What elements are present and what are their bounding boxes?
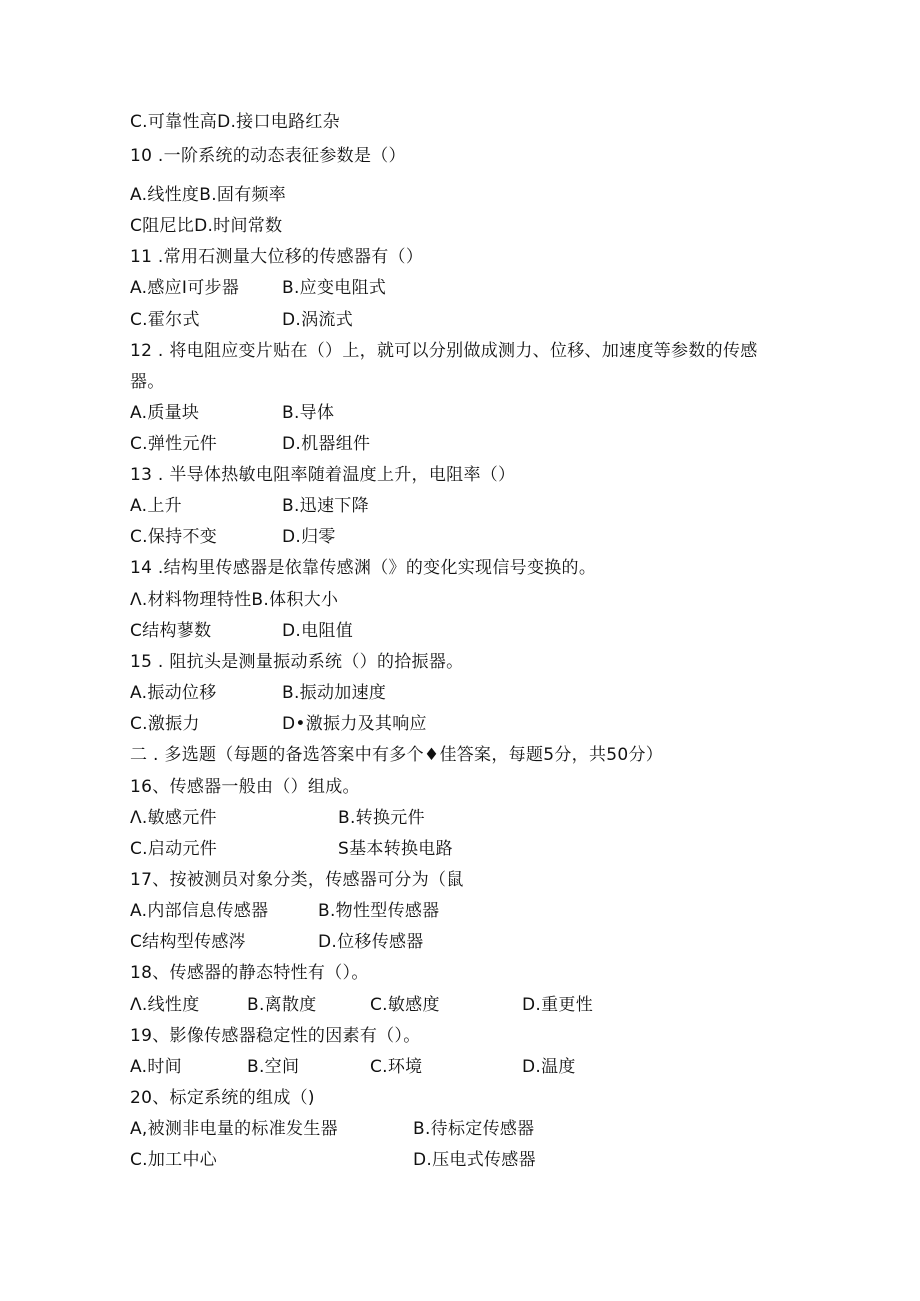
question-17: 17、按被测员对象分类，传感器可分为（鼠 (130, 870, 464, 890)
q13-option-d: D.归零 (282, 527, 336, 547)
q12-option-a: A.质量块 (130, 403, 200, 423)
q17-option-d: D.位移传感器 (318, 932, 424, 952)
q14-option-c: C结构蓼数 (130, 621, 212, 641)
q18-option-d: D.重更性 (522, 995, 593, 1015)
q12-option-b: B.导体 (282, 403, 335, 423)
q13-option-b: B.迅速下降 (282, 496, 369, 516)
question-19: 19、影像传感器稳定性的因素有（）。 (130, 1026, 421, 1046)
q20-option-a: A,被测非电量的标准发生器 (130, 1119, 338, 1139)
q18-option-a: Λ.线性度 (130, 995, 200, 1015)
q19-option-c: C.环境 (370, 1057, 423, 1077)
q13-option-c: C.保持不变 (130, 527, 218, 547)
q15-option-b: B.振动加速度 (282, 683, 387, 703)
q20-option-d: D.压电式传感器 (413, 1150, 536, 1170)
q19-option-d: D.温度 (522, 1057, 576, 1077)
q15-option-d: D•激振力及其响应 (282, 714, 427, 734)
q20-option-b: B.待标定传感器 (413, 1119, 535, 1139)
q11-option-b: B.应变电阻式 (282, 278, 387, 298)
q11-option-d: D.涡流式 (282, 310, 353, 330)
q15-option-c: C.激振力 (130, 714, 200, 734)
question-16: 16、传感器一般由（）组成。 (130, 777, 360, 797)
question-18: 18、传感器的静态特性有（）。 (130, 963, 369, 983)
question-15: 15 . 阻抗头是测量振动系统（）的拾振器。 (130, 652, 464, 672)
q16-option-c: C.启动元件 (130, 839, 218, 859)
q17-option-b: B.物性型传感器 (318, 901, 440, 921)
q9-options-cd: C.可靠性高D.接口电路红杂 (130, 112, 340, 132)
question-11: 11 .常用石测量大位移的传感器有（） (130, 247, 424, 267)
q19-option-b: B.空间 (247, 1057, 300, 1077)
q17-option-c: C结构型传感涔 (130, 932, 246, 952)
q17-option-a: A.内部信息传感器 (130, 901, 269, 921)
q13-option-a: A.上升 (130, 496, 182, 516)
section-2-heading: 二 . 多选题（每题的备选答案中有多个♦佳答案，每题5分，共50分） (130, 745, 664, 765)
question-13: 13 . 半导体热敏电阻率随着温度上升，电阻率（） (130, 465, 516, 485)
q18-option-b: B.离散度 (247, 995, 317, 1015)
q16-option-a: Λ.敏感元件 (130, 808, 217, 828)
q15-option-a: A.振动位移 (130, 683, 217, 703)
question-10: 10 .一阶系统的动态表征参数是（） (130, 146, 406, 166)
q12-option-c: C.弹性元件 (130, 434, 218, 454)
q18-option-c: C.敏感度 (370, 995, 440, 1015)
q10-options-cd: C阻尼比D.时间常数 (130, 216, 283, 236)
q11-option-a: A.感应I可步器 (130, 278, 240, 298)
q14-options-ab: Λ.材料物理特性B.体积大小 (130, 590, 339, 610)
question-20: 20、标定系统的组成（) (130, 1088, 315, 1108)
q20-option-c: C.加工中心 (130, 1150, 218, 1170)
q16-option-b: B.转换元件 (338, 808, 425, 828)
q16-option-d: S基本转换电路 (338, 839, 453, 859)
q12-option-d: D.机器组件 (282, 434, 371, 454)
question-14: 14 .结构里传感器是依靠传感渊（》的变化实现信号变换的。 (130, 558, 597, 578)
q10-options-ab: A.线性度B.固有频率 (130, 185, 287, 205)
q19-option-a: A.时间 (130, 1057, 182, 1077)
q11-option-c: C.霍尔式 (130, 310, 200, 330)
q14-option-d: D.电阻值 (282, 621, 353, 641)
question-12: 12 . 将电阻应变片贴在（）上，就可以分别做成测力、位移、加速度等参数的传感器。 (130, 341, 758, 392)
